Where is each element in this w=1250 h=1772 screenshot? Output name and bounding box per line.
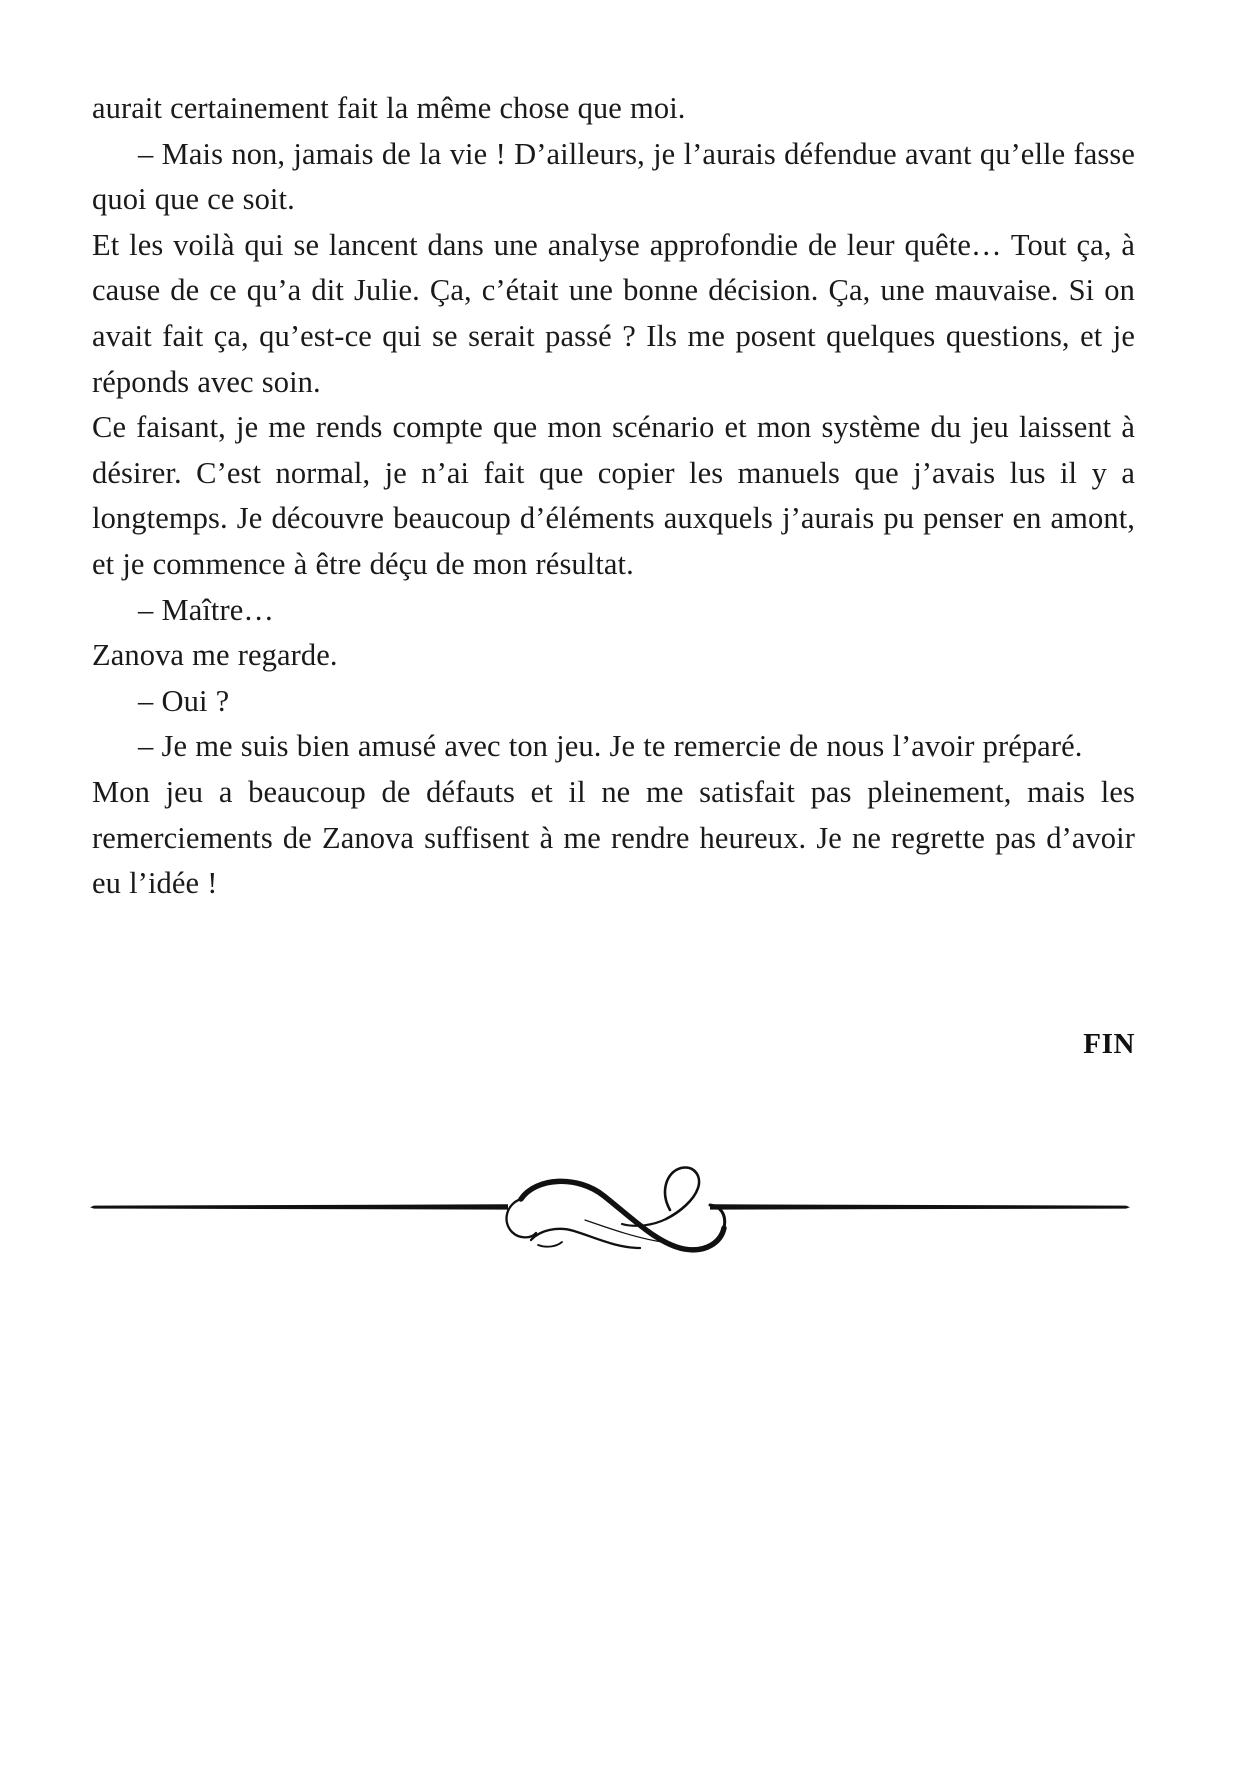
paragraph-continuation: aurait certainement fait la même chose que moi. <box>92 91 686 125</box>
body-text-column <box>92 86 1135 907</box>
paragraph-narration: Zanova me regarde. <box>92 638 338 673</box>
paragraph-dialogue: – Oui ? <box>138 683 230 718</box>
paragraph-narration: Mon jeu a beaucoup de défauts et il ne me satisfait pas pleinement, mais les remerciements de Zanova suffisent à me rendre heureux. Je ne regrette pas d’avoir eu l’idée ! <box>92 774 1135 901</box>
paragraph-dialogue: – Je me suis bien amusé avec ton jeu. Je te remercie de nous l’avoir préparé. <box>138 729 1083 764</box>
paragraph-narration: Et les voilà qui se lancent dans une analyse approfondie de leur quête… Tout ça, à cause de ce qu’a dit Julie. Ça, c’était une bonne décision. Ça, une mauvaise. Si on avait fait ça, qu’est-ce qui se serait passé ? Ils me posent quelques questions, et je réponds avec soin. <box>92 227 1135 399</box>
paragraph-dialogue: – Maître… <box>138 592 274 627</box>
end-marker-fin: FIN <box>1083 1028 1135 1060</box>
paragraph-narration: Ce faisant, je me rends compte que mon scénario et mon système du jeu laissent à désirer. C’est normal, je n’ai fait que copier les manuels que j’avais lus il y a longtemps. Je découvre beaucoup d’éléments auxquels j’aurais pu penser en amont, et je commence à être déçu de mon résultat. <box>92 410 1135 581</box>
flourish-divider-icon <box>88 1152 1132 1262</box>
paragraph-dialogue: – Mais non, jamais de la vie ! D’ailleurs, je l’aurais défendue avant qu’elle fasse quoi que ce soit. <box>92 136 1135 217</box>
end-marker-row <box>92 1028 1135 1061</box>
